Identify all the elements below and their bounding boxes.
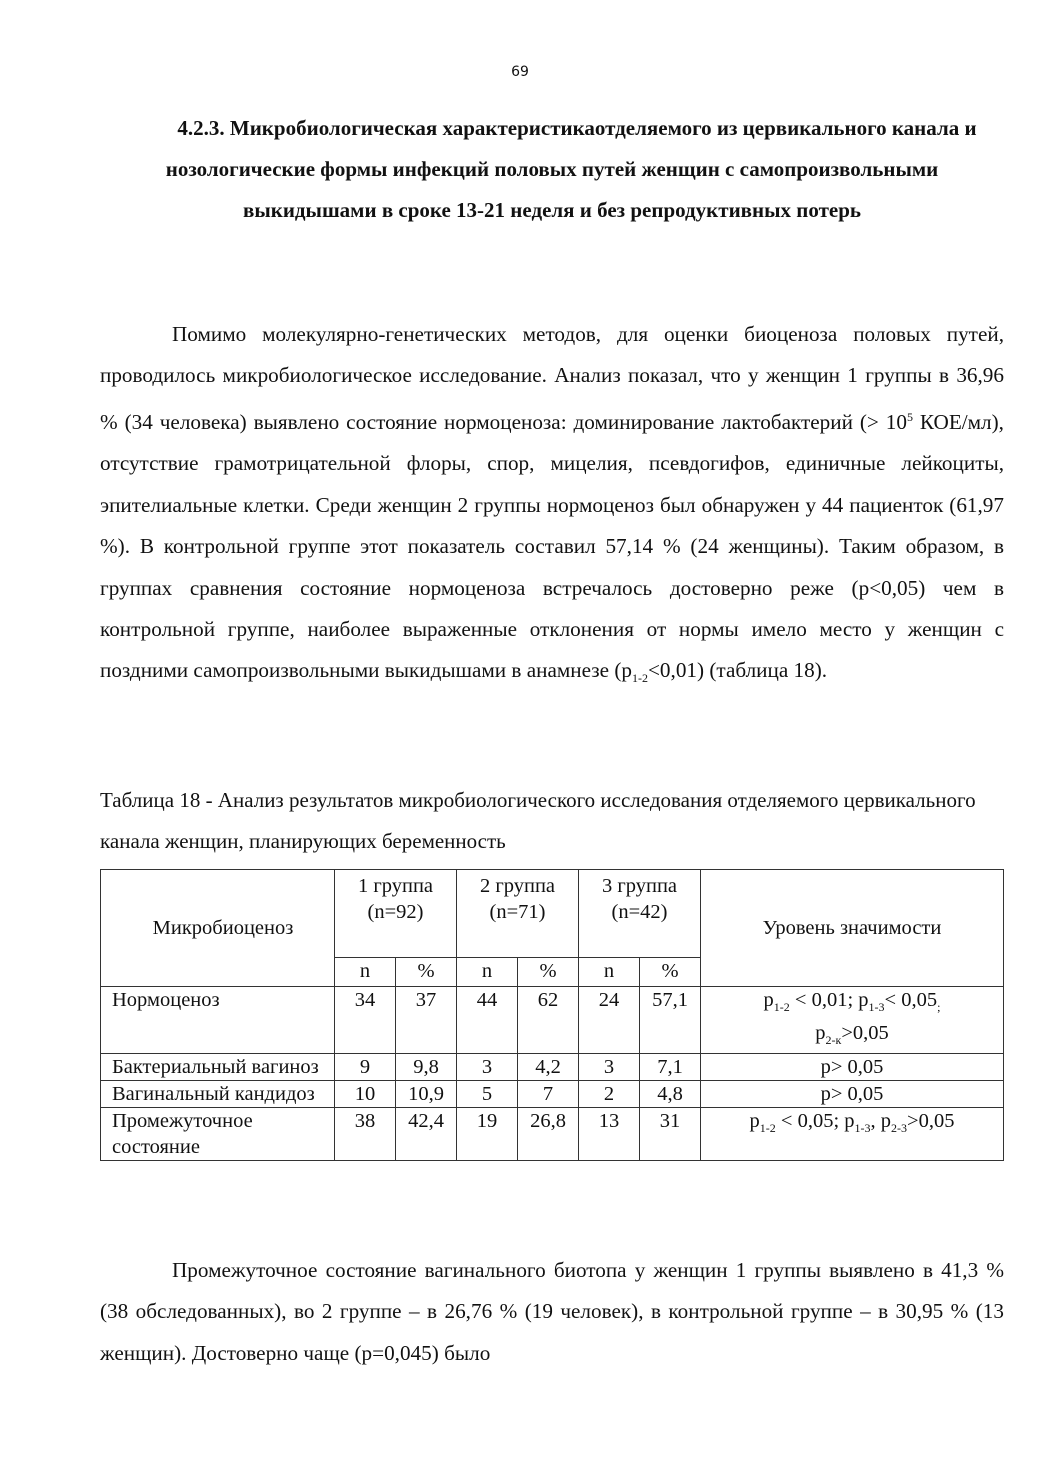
sig-text: < 0,05: [884, 989, 938, 1011]
cell-value: 7: [518, 1081, 579, 1108]
cell-value: 7,1: [640, 1054, 701, 1081]
cell-value: 24: [579, 987, 640, 1054]
sig-text: р: [749, 1110, 760, 1133]
sig-sub: ;: [937, 1000, 941, 1015]
cell-value: 2: [579, 1081, 640, 1108]
cell-value: 37: [396, 987, 457, 1054]
header-group-2: 2 группа (n=71): [457, 870, 579, 958]
header-microbiocenosis: Микробиоценоз: [101, 870, 335, 987]
paragraph-intro-part3: <0,01) (таблица 18).: [647, 658, 828, 683]
significance-cell: р> 0,05: [701, 1081, 1004, 1108]
sig-text: р: [763, 989, 774, 1011]
cell-value: 10: [335, 1081, 396, 1108]
sig-text: р: [815, 1022, 826, 1045]
table-row: [101, 1054, 1004, 1081]
row-label: Нормоценоз: [101, 987, 335, 1054]
row-label: Бактериальный вагиноз: [101, 1054, 335, 1081]
sig-sub: 1-2: [773, 1000, 790, 1015]
cell-value: 4,2: [518, 1054, 579, 1081]
cell-value: 34: [335, 987, 396, 1054]
cell-value: 62: [518, 987, 579, 1054]
cell-value: 9: [335, 1054, 396, 1081]
sig-text: < 0,01; р: [789, 989, 869, 1011]
cell-value: 10,9: [396, 1081, 457, 1108]
cell-value: 19: [457, 1108, 518, 1161]
table-row: [101, 987, 1004, 1054]
header-significance: Уровень значимости: [701, 870, 1004, 987]
cell-value: 5: [457, 1081, 518, 1108]
cell-value: 3: [579, 1054, 640, 1081]
cell-value: 9,8: [396, 1054, 457, 1081]
paragraph-intro-part2: КОЕ/мл), отсутствие грамотрицательной флоры, спор, мицелия, псевдогифов, единичные лейкоциты, эпителиальные клетки. Среди женщин 2 группы нормоценоз был обнаружен у 44 пациенток (61,97 %). В контрольной группе этот показатель составил 57,14 % (24 женщины). Таким образом, в группах сравнения состояние нормоценоза встречалось достоверно реже (р<0,05) чем в контрольной группе, наиболее выраженные отклонения от нормы имело место у женщин с поздними самопроизвольными выкидышами в анамнезе (р: [100, 409, 1004, 683]
subheader-percent: %: [518, 958, 579, 987]
row-label: Промежуточное состояние: [101, 1108, 335, 1161]
paragraph-intermediate-text: Промежуточное состояние вагинального биотопа у женщин 1 группы выявлено в 41,3 % (38 обследованных), во 2 группе – в 26,76 % (19 человек), в контрольной группе – в 30,95 % (13 женщин). Достоверно чаще (р=0,045) было: [100, 1258, 1004, 1365]
row-label: Вагинальный кандидоз: [101, 1081, 335, 1108]
table-18: [100, 869, 1004, 1161]
sig-sub: 1-2: [759, 1121, 776, 1136]
paragraph-intro: [100, 314, 1004, 700]
subheader-percent: %: [640, 958, 701, 987]
sig-text: >0,05: [841, 1022, 889, 1045]
paragraph-intro-part1: Помимо молекулярно-генетических методов, для оценки биоценоза половых путей, проводилось микробиологическое исследование. Анализ показал, что у женщин 1 группы в 36,96 % (34 человека) выявлено состояние нормоценоза: доминирование лактобактерий (> 10: [100, 322, 1004, 434]
section-heading-text: 4.2.3. Микробиологическая характеристикаотделяемого из цервикального канала и нозологические формы инфекций половых путей женщин с самопроизвольными выкидышами в сроке 13-21 неделя и без репродуктивных потерь: [165, 116, 977, 222]
sig-sub: 1-3: [868, 1000, 885, 1015]
cell-value: 26,8: [518, 1108, 579, 1161]
sig-sub: 2-к: [825, 1033, 842, 1048]
cell-value: 4,8: [640, 1081, 701, 1108]
subscript-index: 1-2: [631, 671, 648, 686]
section-heading: [100, 108, 1004, 231]
subheader-percent: %: [396, 958, 457, 987]
significance-cell: [701, 987, 1004, 1054]
cell-value: 42,4: [396, 1108, 457, 1161]
subheader-n: n: [457, 958, 518, 987]
cell-value: 31: [640, 1108, 701, 1161]
paragraph-intermediate: [100, 1250, 1004, 1374]
table-row: [101, 1108, 1004, 1161]
significance-cell: [701, 1108, 1004, 1161]
page-number: 69: [511, 64, 529, 80]
table-row: [101, 1081, 1004, 1108]
table-caption: Таблица 18 - Анализ результатов микробиологического исследования отделяемого цервикального канала женщин, планирующих беременность: [100, 788, 976, 853]
sig-text: >0,05: [907, 1110, 955, 1133]
subheader-n: n: [579, 958, 640, 987]
sig-text: < 0,05; р: [775, 1110, 855, 1133]
header-group-1: 1 группа (n=92): [335, 870, 457, 958]
subheader-n: n: [335, 958, 396, 987]
header-group-3: 3 группа (n=42): [579, 870, 701, 958]
sig-sub: 2-3: [891, 1121, 908, 1136]
superscript-exponent: 5: [906, 409, 913, 424]
cell-value: 13: [579, 1108, 640, 1161]
cell-value: 57,1: [640, 987, 701, 1054]
cell-value: 3: [457, 1054, 518, 1081]
cell-value: 38: [335, 1108, 396, 1161]
sig-text: , р: [870, 1110, 892, 1133]
cell-value: 44: [457, 987, 518, 1054]
significance-cell: р> 0,05: [701, 1054, 1004, 1081]
sig-sub: 1-3: [854, 1121, 871, 1136]
